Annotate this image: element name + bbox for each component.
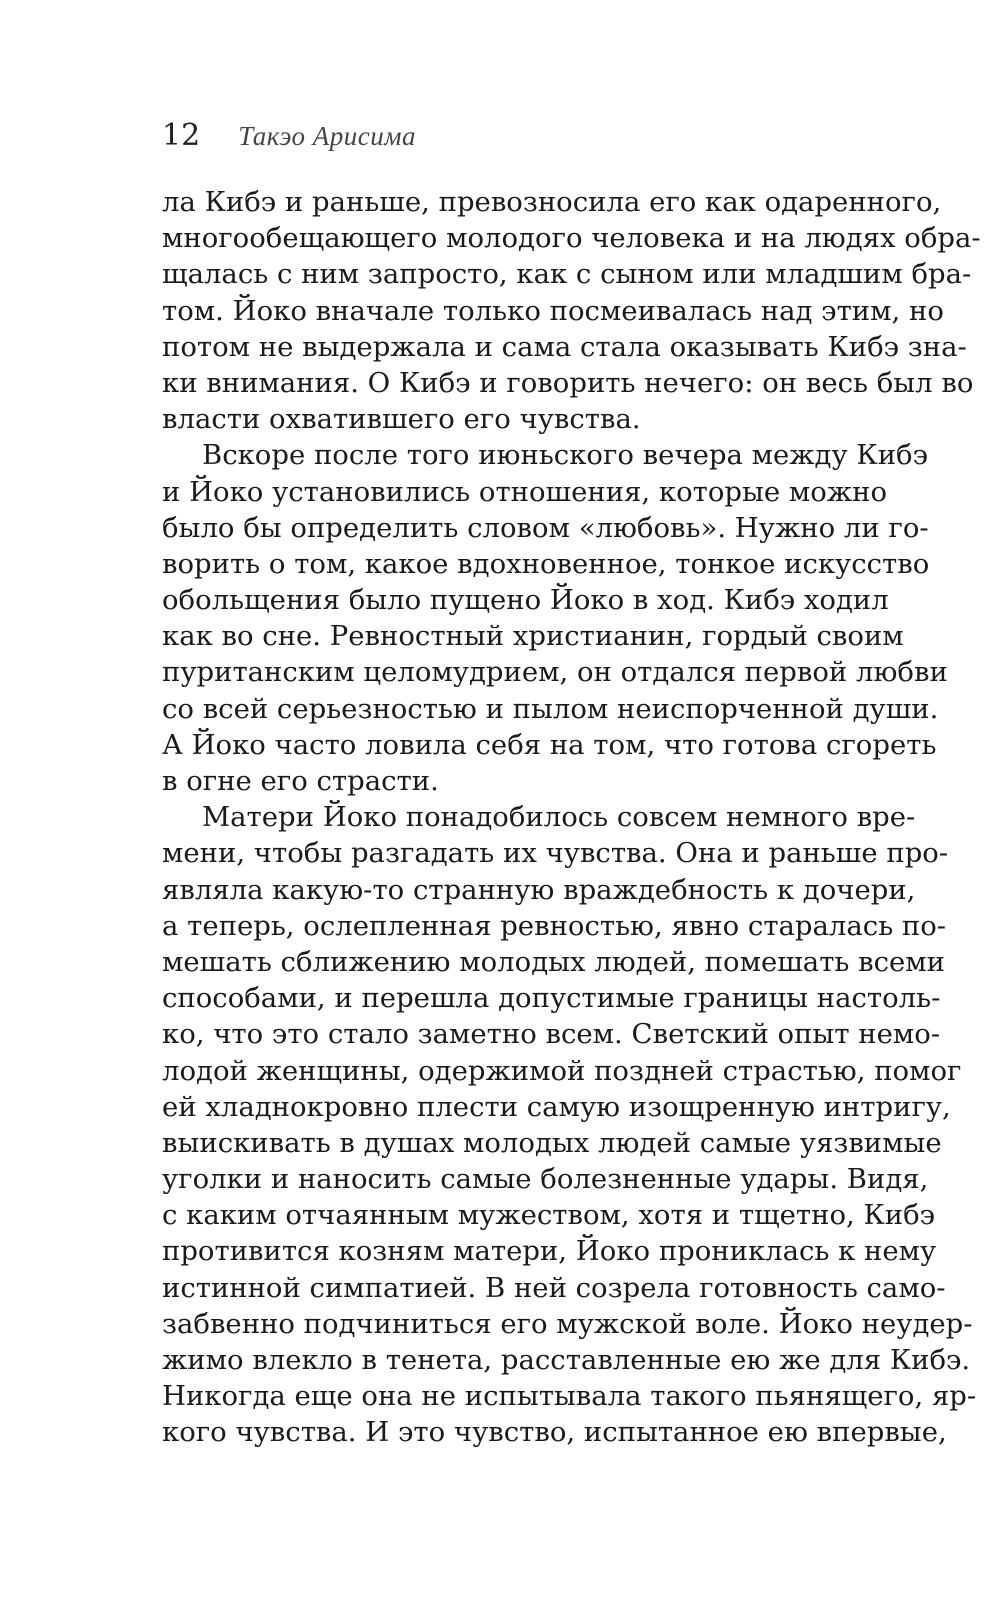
text-line: в огне его страсти. [162,765,439,797]
text-line: со всей серьезностью и пылом неиспорченной души. [162,692,939,725]
text-line: жимо влекло в тенета, расставленные ею же для Кибэ. [162,1344,971,1376]
text-line: мешать сближению молодых людей, помешать всеми [162,945,946,978]
text-line: уголки и наносить самые болезненные удары. Видя, [162,1163,929,1196]
text-line: являла какую-то странную враждебность к дочери, [162,873,916,906]
text-line: с каким отчаянным мужеством, хотя и тщетно, Кибэ [162,1199,936,1232]
text-line: ей хладнокровно плести самую изощренную интригу, [162,1090,951,1123]
text-line: лодой женщины, одержимой поздней страстью, помог [162,1054,962,1087]
running-title: Такэо Арисима [238,121,417,151]
text-line: потом не выдержала и сама стала оказывать Кибэ зна- [162,330,967,363]
text-line: пуританским целомудрием, он отдался первой любви [162,656,948,689]
text-line: кого чувства. И это чувство, испытанное ею впервые, [162,1416,947,1449]
text-line: а теперь, ослепленная ревностью, явно старалась по- [162,909,947,942]
text-line: Никогда еще она не испытывала такого пьянящего, яр- [162,1380,977,1413]
running-head [162,118,416,158]
text-line: ко, что это стало заметно всем. Светский опыт немо- [162,1018,941,1051]
text-line: истинной симпатией. В ней созрела готовность само- [162,1271,946,1304]
text-line: было бы определить словом «любовь». Нужно ли го- [162,511,929,544]
text-line: забвенно подчиниться его мужской воле. Йоко неудер- [162,1307,973,1340]
text-line: А Йоко часто ловила себя на том, что готова сгореть [162,728,937,761]
text-line: ла Кибэ и раньше, превозносила его как одаренного, [162,186,942,218]
text-line: как во сне. Ревностный христианин, гордый своим [162,620,904,653]
text-line: ворить о том, какое вдохновенное, тонкое искусство [162,547,930,580]
text-line: обольщения было пущено Йоко в ход. Кибэ ходил [162,584,889,617]
text-line: многообещающего молодого человека и на людях обра- [162,222,981,255]
paragraph-start-line: Матери Йоко понадобилось совсем немного вре- [202,801,916,834]
text-line: ки внимания. О Кибэ и говорить нечего: он весь был во [162,366,974,399]
text-line: том. Йоко вначале только посмеивалась над этим, но [162,294,944,327]
text-line: мени, чтобы разгадать их чувства. Она и раньше про- [162,837,949,870]
body-text [162,184,981,1451]
text-line: способами, и перешла допустимые границы настоль- [162,982,941,1015]
text-line: выискивать в душах молодых людей самые уязвимые [162,1126,942,1159]
text-line: власти охватившего его чувства. [162,403,641,436]
paragraph-start-line: Вскоре после того июньского вечера между Кибэ [202,439,928,472]
text-line: щалась с ним запросто, как с сыном или младшим бра- [162,258,972,291]
text-line: и Йоко установились отношения, которые можно [162,475,888,508]
text-line: противится козням матери, Йоко прониклась к нему [162,1235,937,1268]
page-number: 12 [162,118,201,153]
